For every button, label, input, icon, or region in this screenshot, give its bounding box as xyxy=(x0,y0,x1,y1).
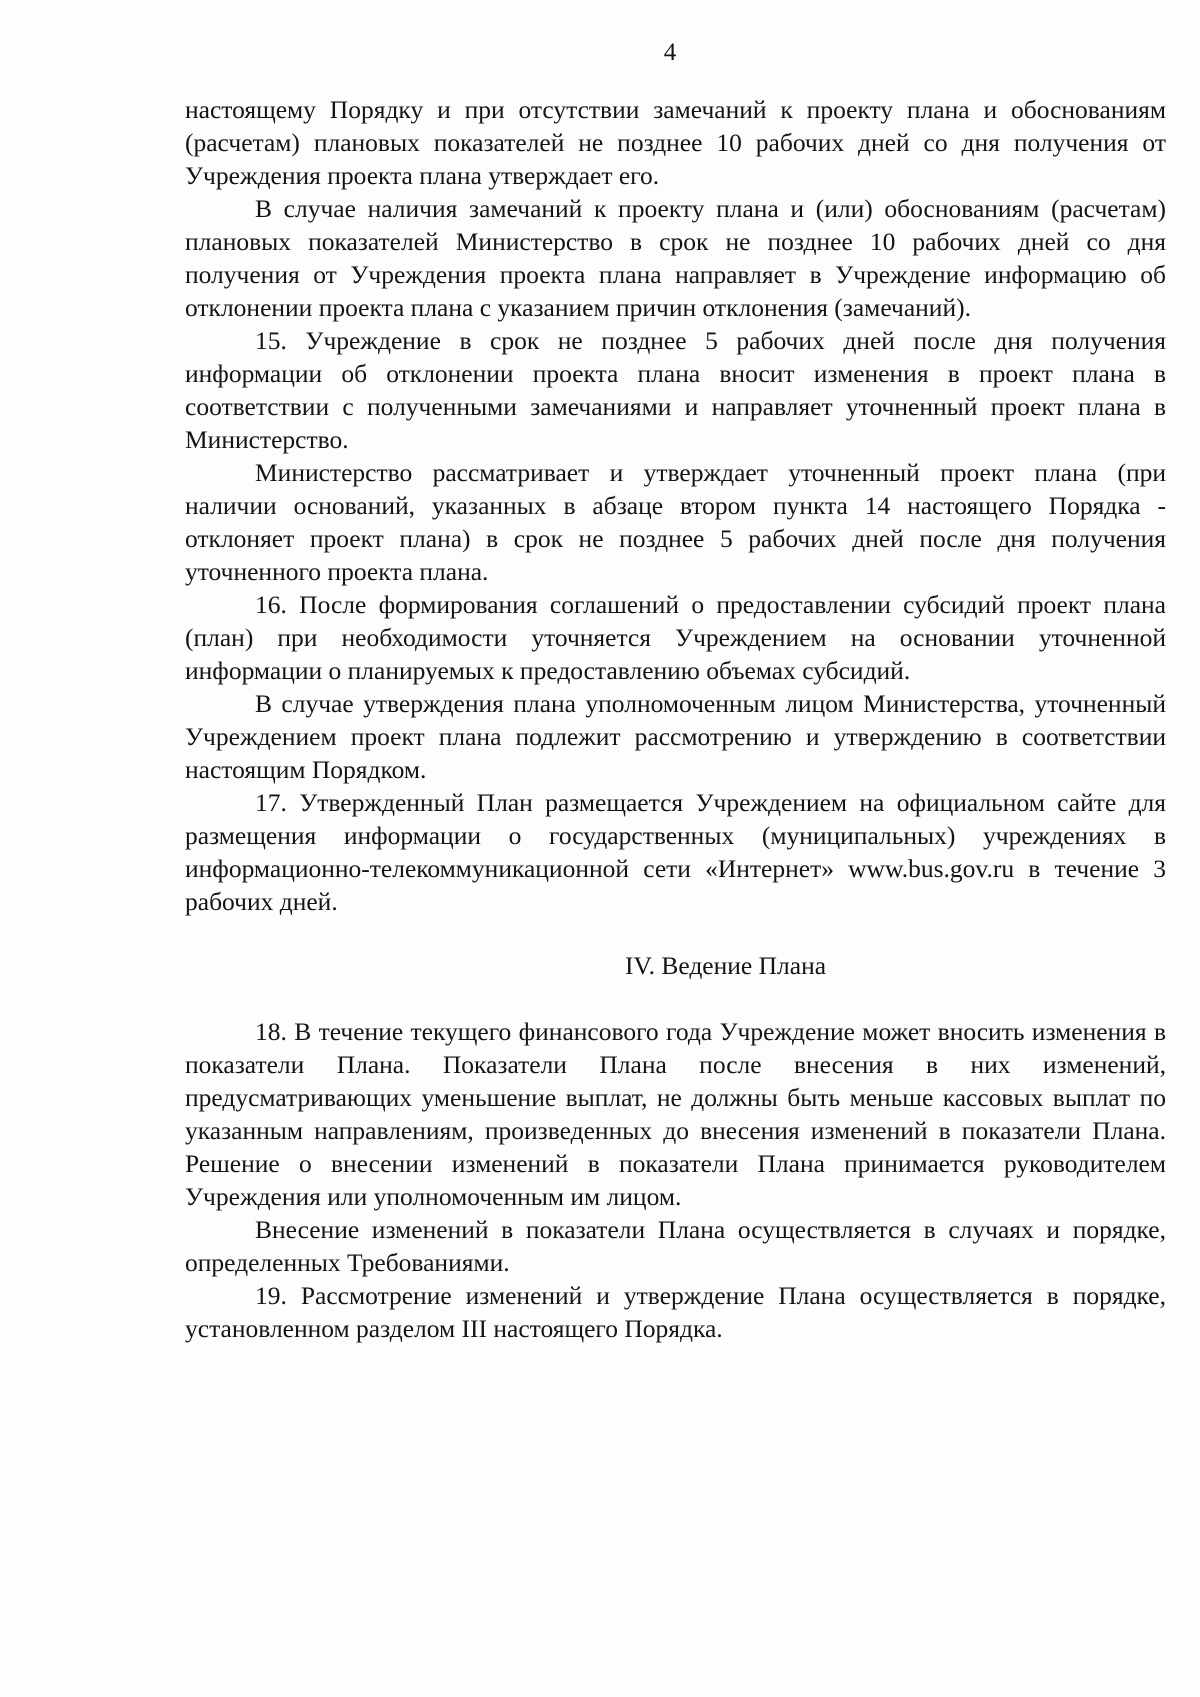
paragraph-ministry-review: Министерство рассматривает и утверждает уточненный проект плана (при наличии оснований, указанных в абзаце втором пункта 14 настоящего Порядка - отклоняет проект плана) в срок не позднее 5 рабочих дней после дня получения уточненного проекта плана. xyxy=(185,458,1166,586)
paragraph-item-19: 19. Рассмотрение изменений и утверждение Плана осуществляется в порядке, установленном разделом III настоящего Порядка. xyxy=(185,1281,1166,1343)
paragraph-item-16: 16. После формирования соглашений о предоставлении субсидий проект плана (план) при необходимости уточняется Учреждением на основании уточненной информации о планируемых к предоставлению объемах субсидий. xyxy=(185,590,1166,685)
page-number: 4 xyxy=(663,39,677,66)
section-heading: IV. Ведение Плана xyxy=(624,951,827,980)
paragraph-item-18: 18. В течение текущего финансового года Учреждение может вносить изменения в показатели Плана. Показатели Плана после внесения в них изменений, предусматривающих уменьшение выплат, не должны быть меньше кассовых выплат по указанным направлениям, произведенных до внесения изменений в показатели Плана. Решение о внесении изменений в показатели Плана принимается руководителем Учреждения или уполномоченным им лицом. xyxy=(185,1017,1166,1211)
paragraph-remarks: В случае наличия замечаний к проекту плана и (или) обоснованиям (расчетам) плановых показателей Министерство в срок не позднее 10 рабочих дней со дня получения от Учреждения проекта плана направляет в Учреждение информацию об отклонении проекта плана с указанием причин отклонения (замечаний). xyxy=(185,194,1166,322)
paragraph-item-15: 15. Учреждение в срок не позднее 5 рабочих дней после дня получения информации об отклонении проекта плана вносит изменения в проект плана в соответствии с полученными замечаниями и направляет уточненный проект плана в Министерство. xyxy=(185,326,1166,454)
document-body xyxy=(185,93,1166,1345)
paragraph-item-17: 17. Утвержденный План размещается Учреждением на официальном сайте для размещения информации о государственных (муниципальных) учреждениях в информационно-телекоммуникационной сети «Интернет» www.bus.gov.ru в течение 3 рабочих дней. xyxy=(185,788,1166,916)
paragraph-authorized-person: В случае утверждения плана уполномоченным лицом Министерства, уточненный Учреждением проект плана подлежит рассмотрению и утверждению в соответствии настоящим Порядком. xyxy=(185,689,1166,784)
paragraph-approval-continuation: настоящему Порядку и при отсутствии замечаний к проекту плана и обоснованиям (расчетам) плановых показателей не позднее 10 рабочих дней со дня получения от Учреждения проекта плана утверждает его. xyxy=(185,95,1166,190)
paragraph-changes-cases: Внесение изменений в показатели Плана осуществляется в случаях и порядке, определенных Требованиями. xyxy=(185,1215,1166,1277)
